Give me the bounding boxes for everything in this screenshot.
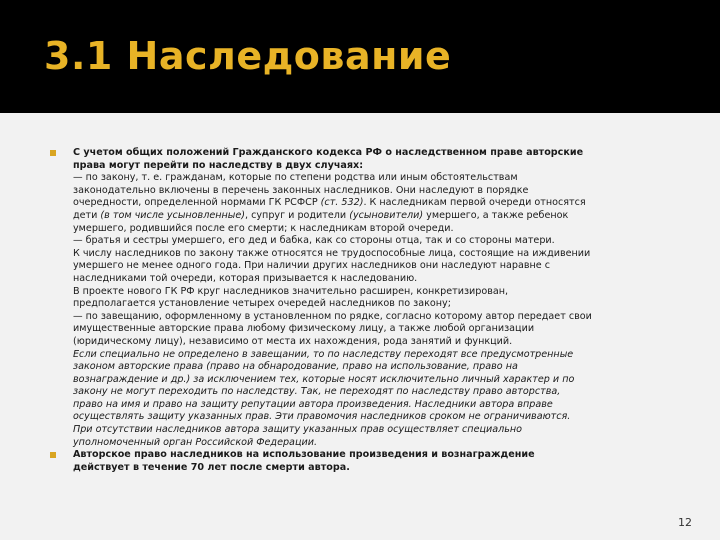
title-bar [0, 0, 720, 113]
text-line: — по завещанию, оформленному в установленном по рядке, согласно которому автор передает свои [73, 310, 592, 322]
text-line [73, 210, 680, 223]
square-bullet-icon [50, 150, 56, 156]
text-line: Авторское право наследников на использование произведения и вознаграждение [73, 449, 535, 461]
text-line: права могут перейти по наследству в двух случаях: [73, 159, 364, 171]
text-run: умершего, а также ребенок [423, 209, 569, 221]
text-run: (усыновители) [349, 209, 424, 221]
slide-body [48, 147, 680, 474]
text-line: действует в течение 70 лет после смерти автора. [73, 461, 350, 473]
bullet-item [48, 147, 680, 449]
text-line: право на имя и право на защиту репутации автора произведения. Наследники автора вправе [73, 398, 553, 410]
text-line: С учетом общих положений Гражданского кодекса РФ о наследственном праве авторские [73, 147, 584, 158]
text-line: законом авторские права (право на обнародование, право на использование, право на [73, 361, 518, 373]
text-run: (в том числе усыновленные) [100, 209, 245, 221]
bullet-item [48, 449, 680, 474]
text-line: К числу наследников по закону также относятся не трудоспособные лица, состоящие на иждивении [73, 247, 591, 259]
text-line: — по закону, т. е. гражданам, которые по степени родства или иным обстоятельствам [73, 172, 518, 184]
text-line: имущественные авторские права любому физическому лицу, а также любой организации [73, 323, 535, 335]
text-line: (юридическому лицу), независимо от места их нахождения, рода занятий и функций. [73, 335, 513, 347]
text-run: . К наследникам первой очереди относятся [363, 197, 586, 209]
text-line: умершего не менее одного года. При наличии других наследников они наследуют наравне с [73, 260, 551, 272]
text-line: наследниками той очереди, которая призывается к наследованию. [73, 272, 418, 284]
text-run: очередности, определенной нормами ГК РСФСР [73, 197, 321, 209]
page-number: 12 [678, 516, 692, 529]
text-line: При отсутствии наследников автора защиту указанных прав осуществляет специально [73, 424, 523, 436]
text-run: дети [73, 209, 101, 221]
text-line: уполномоченный орган Российской Федерации. [73, 436, 317, 448]
text-line: умершего, родившийся после его смерти; к наследникам второй очереди. [73, 222, 454, 234]
text-line: вознаграждение и др.) за исключением тех, которые носят исключительно личный характер и по [73, 373, 575, 385]
text-line: закону не могут переходить по наследству. Так, не переходят по наследству право авторства, [73, 386, 561, 398]
text-run: , супруг и родители [245, 209, 350, 221]
text-line: В проекте нового ГК РФ круг наследников значительно расширен, конкретизирован, [73, 285, 509, 297]
text-line: осуществлять защиту указанных прав. Эти правомочия наследников сроком не ограничиваются. [73, 411, 571, 423]
text-line [73, 197, 680, 210]
text-line: предполагается установление четырех очередей наследников по закону; [73, 298, 451, 310]
slide-title: 3.1 Наследование [44, 34, 452, 78]
text-line: законодательно включены в перечень законных наследников. Они наследуют в порядке [73, 184, 529, 196]
text-line: Если специально не определено в завещании, то по наследству переходят все предусмотренные [73, 348, 574, 360]
square-bullet-icon [50, 452, 56, 458]
text-run: (ст. 532) [320, 197, 364, 209]
text-line: — братья и сестры умершего, его дед и бабка, как со стороны отца, так и со стороны матери. [73, 235, 555, 247]
